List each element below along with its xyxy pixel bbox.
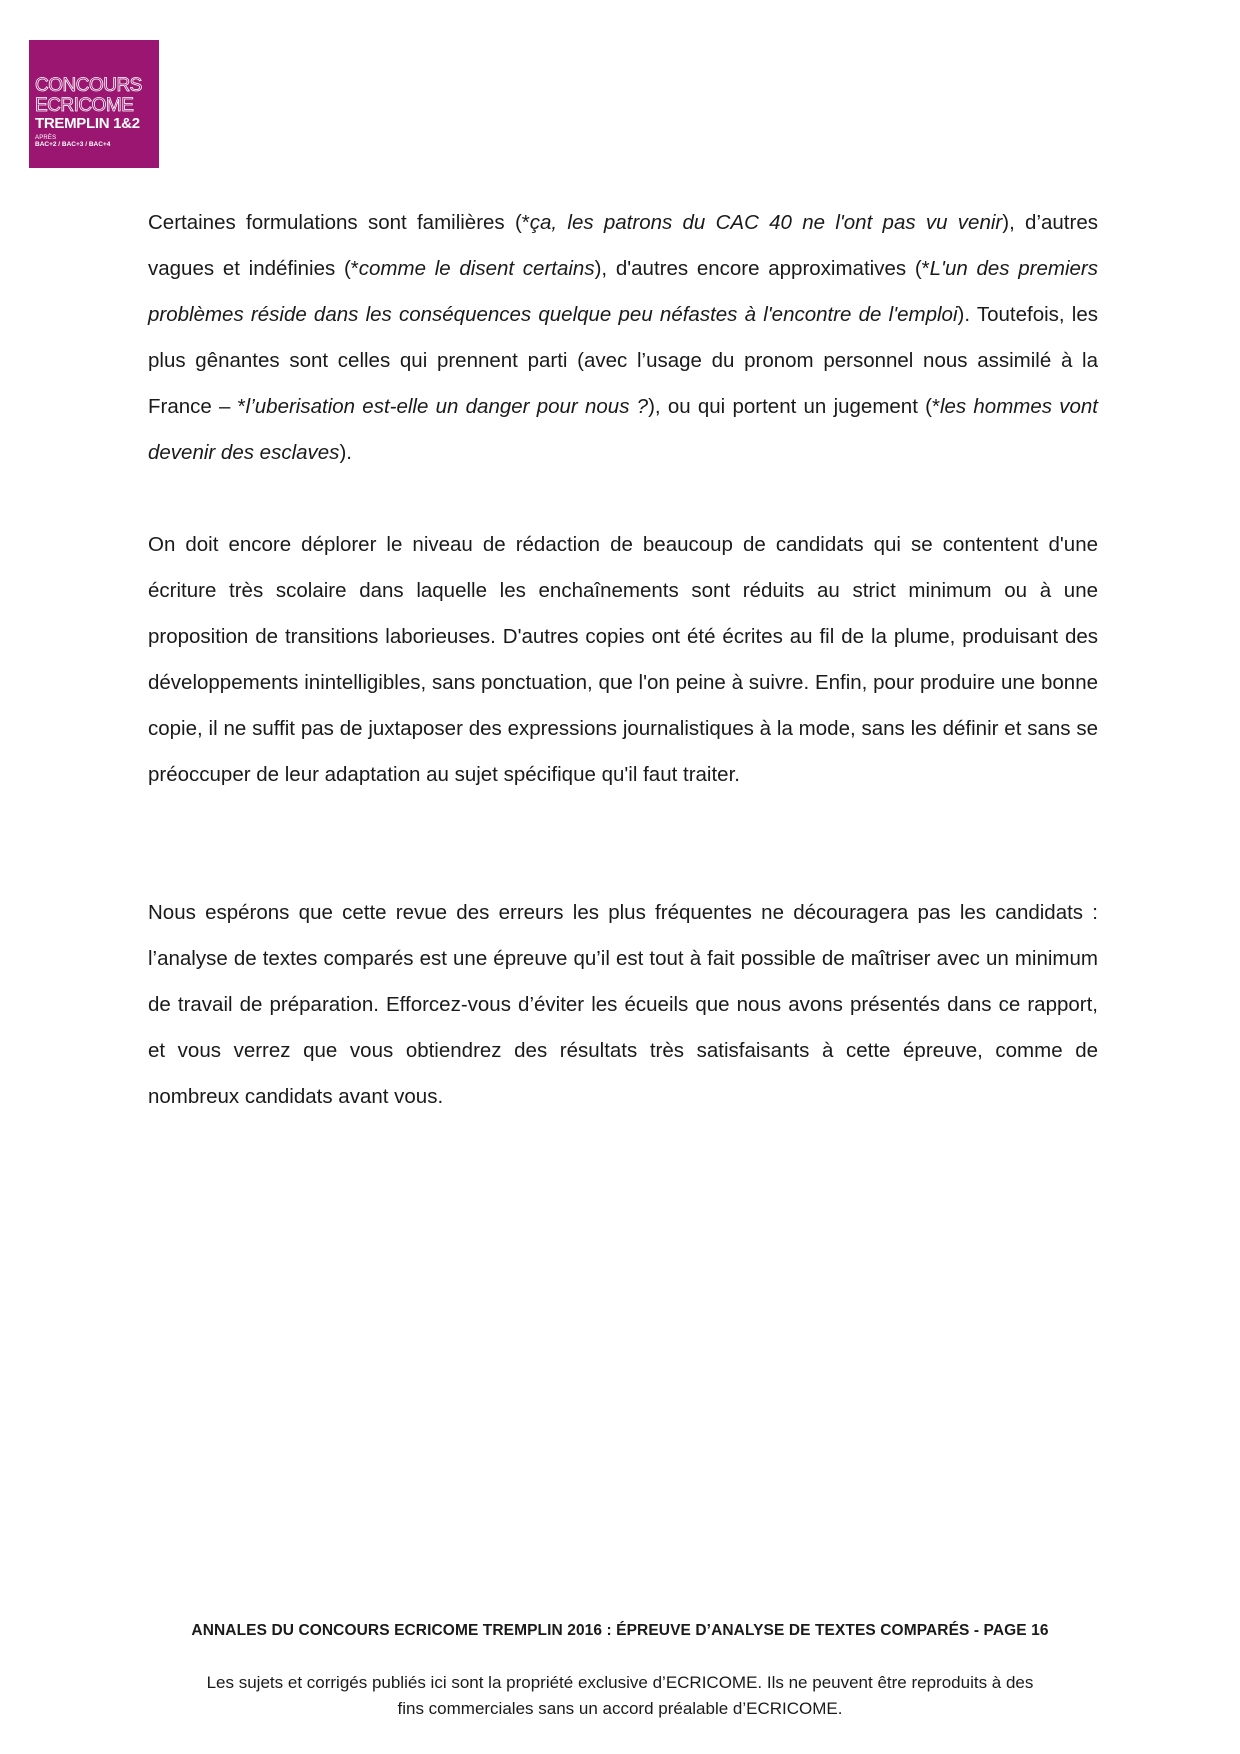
text-span: Certaines formulations sont familières (* (148, 211, 530, 234)
logo-line-bac: BAC+2 / BAC+3 / BAC+4 (35, 141, 111, 148)
italic-quote: les hommes vont devenir des esclaves (148, 395, 1098, 464)
logo-line-tremplin: TREMPLIN 1&2 (35, 115, 140, 132)
text-span: ). Toutefois, les plus gênantes sont celles qui prennent parti (avec l’usage du pronom personnel nous assimilé à la France – * (148, 303, 1098, 418)
copyright-line-1: Les sujets et corrigés publiés ici sont la propriété exclusive d’ECRICOME. Ils ne peuvent être reproduits à des (206, 1673, 1034, 1692)
text-span: ), d'autres encore approximatives (* (594, 257, 930, 280)
ecricome-logo (29, 40, 159, 168)
logo-line-concours: CONCOURS (35, 75, 142, 96)
text-span: ), d’autres vagues et indéfinies (* (148, 211, 1098, 280)
report-body (148, 200, 1098, 1120)
italic-quote: ça, les patrons du CAC 40 ne l'ont pas vu venir (529, 211, 1003, 234)
italic-quote: comme le disent certains (358, 257, 595, 280)
text-span: ), ou qui portent un jugement (* (648, 395, 940, 418)
logo-line-apres: APRÈS (35, 135, 57, 141)
copyright-notice (0, 1670, 1240, 1722)
italic-quote: l’uberisation est-elle un danger pour nous ? (245, 395, 649, 418)
logo-line-ecricome: ECRICOME (35, 95, 134, 116)
paragraph-redaction: On doit encore déplorer le niveau de rédaction de beaucoup de candidats qui se contentent d'une écriture très scolaire dans laquelle les enchaînements sont réduits au strict minimum ou à une proposition de transitions laborieuses. D'autres copies ont été écrites au fil de la plume, produisant des développements inintelligibles, sans ponctuation, que l'on peine à suivre. Enfin, pour produire une bonne copie, il ne suffit pas de juxtaposer des expressions journalistiques à la mode, sans les définir et sans se préoccuper de leur adaptation au sujet spécifique qu'il faut traiter. (148, 533, 1098, 786)
page-footer-title: ANNALES DU CONCOURS ECRICOME TREMPLIN 2016 : ÉPREUVE D’ANALYSE DE TEXTES COMPARÉS - PAGE 16 (191, 1622, 1049, 1639)
text-span: ). (339, 441, 352, 464)
paragraph-formulations (148, 200, 1098, 476)
paragraph-conclusion: Nous espérons que cette revue des erreurs les plus fréquentes ne découragera pas les candidats : l’analyse de textes comparés est une épreuve qu’il est tout à fait possible de maîtriser avec un minimum de travail de préparation. Efforcez-vous d’éviter les écueils que nous avons présentés dans ce rapport, et vous verrez que vous obtiendrez des résultats très satisfaisants à cette épreuve, comme de nombreux candidats avant vous. (148, 901, 1098, 1108)
italic-quote: L'un des premiers problèmes réside dans les conséquences quelque peu néfastes à l'encontre de l'emploi (148, 257, 1098, 326)
copyright-line-2: fins commerciales sans un accord préalable d’ECRICOME. (397, 1699, 843, 1718)
